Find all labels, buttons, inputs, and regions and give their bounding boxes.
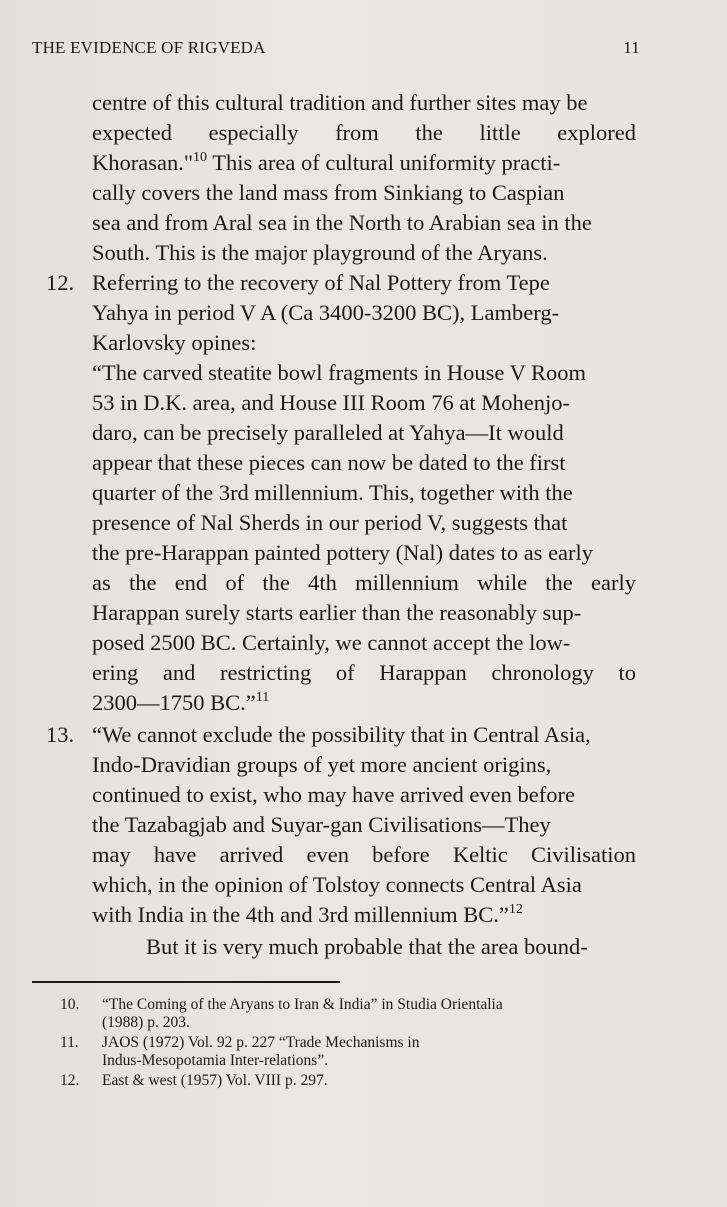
text-line: South. This is the major playground of the Aryans.	[92, 240, 548, 265]
list-item-12	[46, 268, 636, 718]
page-number: 11	[623, 38, 640, 57]
text-line: presence of Nal Sherds in our period V, suggests that	[92, 510, 568, 535]
text-line: Karlovsky opines:	[92, 330, 257, 355]
list-item-13	[46, 720, 636, 930]
footnote-line: East & west (1957) Vol. VIII p. 297.	[102, 1072, 328, 1089]
footnote-rule	[32, 981, 340, 983]
text-fragment: This area of cultural uniformity practi-	[212, 150, 561, 175]
closing-paragraph	[146, 932, 640, 962]
text-line: may have arrived even before Keltic Civilisation	[92, 842, 636, 867]
footnote-10	[60, 996, 640, 1032]
footnote-line: Indus-Mesopotamia Inter-relations”.	[102, 1052, 329, 1069]
footnotes	[60, 996, 640, 1090]
intro-paragraph	[92, 88, 636, 268]
footnote-11	[60, 1034, 640, 1070]
text-fragment: Khorasan."	[92, 150, 194, 175]
footnote-number: 10.	[60, 996, 80, 1013]
footnote-ref: 11	[255, 690, 270, 705]
text-line: Harappan surely starts earlier than the reasonably sup-	[92, 600, 582, 625]
text-line: the pre-Harappan painted pottery (Nal) dates to as early	[92, 540, 594, 565]
footnote-ref: 12	[508, 902, 523, 917]
text-line: appear that these pieces can now be dated to the first	[92, 450, 566, 475]
text-line: the Tazabagjab and Suyar-gan Civilisations—They	[92, 812, 551, 837]
footnote-line: “The Coming of the Aryans to Iran & India” in Studia Orientalia	[102, 996, 503, 1013]
footnote-ref: 10	[193, 150, 208, 165]
footnote-12	[60, 1072, 640, 1090]
text-line	[92, 688, 636, 718]
text-line: 53 in D.K. area, and House III Room 76 at Mohenjo-	[92, 390, 571, 415]
footnote-line: JAOS (1972) Vol. 92 p. 227 “Trade Mechanisms in	[102, 1034, 420, 1051]
text-line: cally covers the land mass from Sinkiang to Caspian	[92, 180, 565, 205]
text-fragment: with India in the 4th and 3rd millennium BC.”	[92, 902, 509, 927]
item-number: 13.	[46, 722, 75, 747]
text-line: Yahya in period V A (Ca 3400-3200 BC), Lamberg-	[92, 300, 560, 325]
item-number: 12.	[46, 270, 75, 295]
text-line: Indo-Dravidian groups of yet more ancient origins,	[92, 752, 552, 777]
text-line: daro, can be precisely paralleled at Yahya—It would	[92, 420, 564, 445]
footnote-number: 11.	[60, 1034, 79, 1051]
text-line: as the end of the 4th millennium while the early	[92, 570, 636, 595]
text-line: which, in the opinion of Tolstoy connects Central Asia	[92, 872, 582, 897]
text-line: But it is very much probable that the area bound-	[146, 934, 588, 959]
text-line: “The carved steatite bowl fragments in House V Room	[92, 360, 587, 385]
text-line: ering and restricting of Harappan chronology to	[92, 660, 636, 685]
footnote-number: 12.	[60, 1072, 80, 1089]
text-line: quarter of the 3rd millennium. This, together with the	[92, 480, 573, 505]
running-head-title: THE EVIDENCE OF RIGVEDA	[32, 38, 266, 57]
text-line: continued to exist, who may have arrived even before	[92, 782, 575, 807]
text-line: Referring to the recovery of Nal Pottery from Tepe	[92, 270, 550, 295]
footnote-line: (1988) p. 203.	[102, 1014, 190, 1031]
text-line: sea and from Aral sea in the North to Arabian sea in the	[92, 210, 592, 235]
text-line: “We cannot exclude the possibility that in Central Asia,	[92, 722, 591, 747]
text-fragment: 2300—1750 BC.”	[92, 690, 256, 715]
text-line: posed 2500 BC. Certainly, we cannot accept the low-	[92, 630, 571, 655]
text-line: expected especially from the little explored	[92, 120, 636, 145]
text-line: centre of this cultural tradition and further sites may be	[92, 90, 588, 115]
text-line	[92, 900, 636, 930]
text-line	[92, 148, 636, 178]
